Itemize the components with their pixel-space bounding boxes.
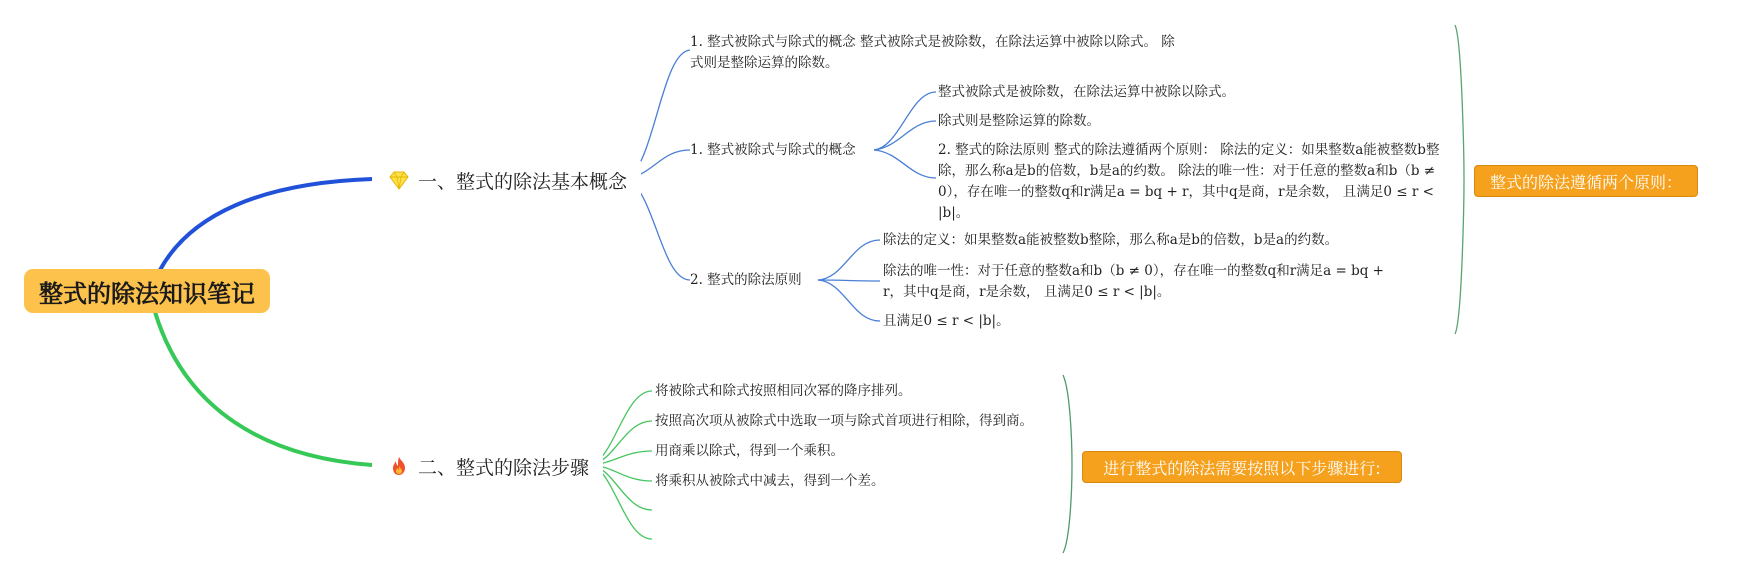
step-item-3[interactable] <box>655 441 844 462</box>
leaf-principle-child-2-text: 除法的唯一性：对于任意的整数a和b（b ≠ 0），存在唯一的整数q和r满足a = bq + r，其中q是商，r是余数， 且满足0 ≤ r < |b|。 <box>883 263 1384 300</box>
branch-label-steps: 二、整式的除法步骤 <box>418 456 590 479</box>
summary-node-steps[interactable] <box>1082 451 1402 483</box>
branch-node-steps[interactable] <box>372 447 603 485</box>
connector-principle-c3 <box>818 280 880 321</box>
leaf-top-concept[interactable] <box>690 32 1175 74</box>
leaf-concept-child-3-text: 2. 整式的除法原则 整式的除法遵循两个原则： 除法的定义：如果整数a能被整数b整除，那么称a是b的倍数，b是a的约数。 除法的唯一性：对于任意的整数a和b（b ≠ 0），存在唯一的整数q和r满足a = bq + r，其中q是商，r是余数， 且满足0 ≤ r < |b|。 <box>938 142 1440 221</box>
summary-principles-label: 整式的除法遵循两个原则： <box>1489 172 1682 192</box>
summary-steps-label: 进行整式的除法需要按照以下步骤进行: <box>1103 458 1381 478</box>
leaf-concept-child-2[interactable] <box>938 111 1100 132</box>
step-item-5[interactable] <box>655 500 695 521</box>
leaf-top-concept-line2: 式则是整除运算的除数。 <box>690 55 839 71</box>
step-item-6[interactable] <box>655 529 695 550</box>
leaf-concept-child-1-text: 整式被除式是被除数，在除法运算中被除以除式。 <box>938 84 1235 100</box>
step-item-4-text: 将乘积从被除式中减去，得到一个差。 <box>655 473 885 489</box>
summary-bracket-branch1 <box>1455 25 1464 334</box>
connector-b1-top <box>628 50 690 179</box>
leaf-principle-child-3[interactable] <box>883 311 1010 332</box>
leaf-concept[interactable] <box>690 140 856 161</box>
step-item-1[interactable] <box>655 381 912 402</box>
connector-concept-c1 <box>874 92 936 150</box>
fire-icon <box>388 455 410 477</box>
leaf-concept-child-3[interactable] <box>938 140 1440 224</box>
connector-concept-c2 <box>874 121 936 150</box>
leaf-concept-label: 1. 整式被除式与除式的概念 <box>690 142 856 158</box>
connector-root-branch2 <box>155 312 372 465</box>
leaf-principle-child-1[interactable] <box>883 230 1338 251</box>
step-item-2[interactable] <box>655 411 1033 432</box>
branch-label-concepts: 一、整式的除法基本概念 <box>418 170 628 193</box>
leaf-principle-child-3-text: 且满足0 ≤ r < |b|。 <box>883 313 1010 329</box>
step-item-4[interactable] <box>655 471 885 492</box>
leaf-top-concept-line1: 1. 整式被除式与除式的概念 整式被除式是被除数，在除法运算中被除以除式。 除 <box>690 34 1175 50</box>
leaf-principle-child-1-text: 除法的定义：如果整数a能被整数b整除，那么称a是b的倍数，b是a的约数。 <box>883 232 1339 248</box>
leaf-principle-label: 2. 整式的除法原则 <box>690 272 802 288</box>
step-item-2-text: 按照高次项从被除式中选取一项与除式首项进行相除，得到商。 <box>655 413 1033 429</box>
leaf-principle[interactable] <box>690 270 802 291</box>
root-node[interactable] <box>24 269 270 313</box>
summary-node-principles[interactable] <box>1474 165 1698 197</box>
step-item-1-text: 将被除式和除式按照相同次幂的降序排列。 <box>655 383 912 399</box>
branch-node-concepts[interactable] <box>372 161 641 199</box>
summary-bracket-branch2 <box>1063 375 1072 553</box>
leaf-principle-child-2[interactable] <box>883 261 1388 303</box>
leaf-concept-child-1[interactable] <box>938 82 1235 103</box>
leaf-concept-child-2-text: 除式则是整除运算的除数。 <box>938 113 1100 129</box>
step-item-3-text: 用商乘以除式，得到一个乘积。 <box>655 443 844 459</box>
root-title: 整式的除法知识笔记 <box>39 279 255 308</box>
connector-root-branch1 <box>160 179 372 270</box>
connector-principle-c2 <box>818 280 880 281</box>
connector-principle-c1 <box>818 240 880 280</box>
connector-concept-c3 <box>874 150 936 178</box>
diamond-icon <box>388 169 410 191</box>
